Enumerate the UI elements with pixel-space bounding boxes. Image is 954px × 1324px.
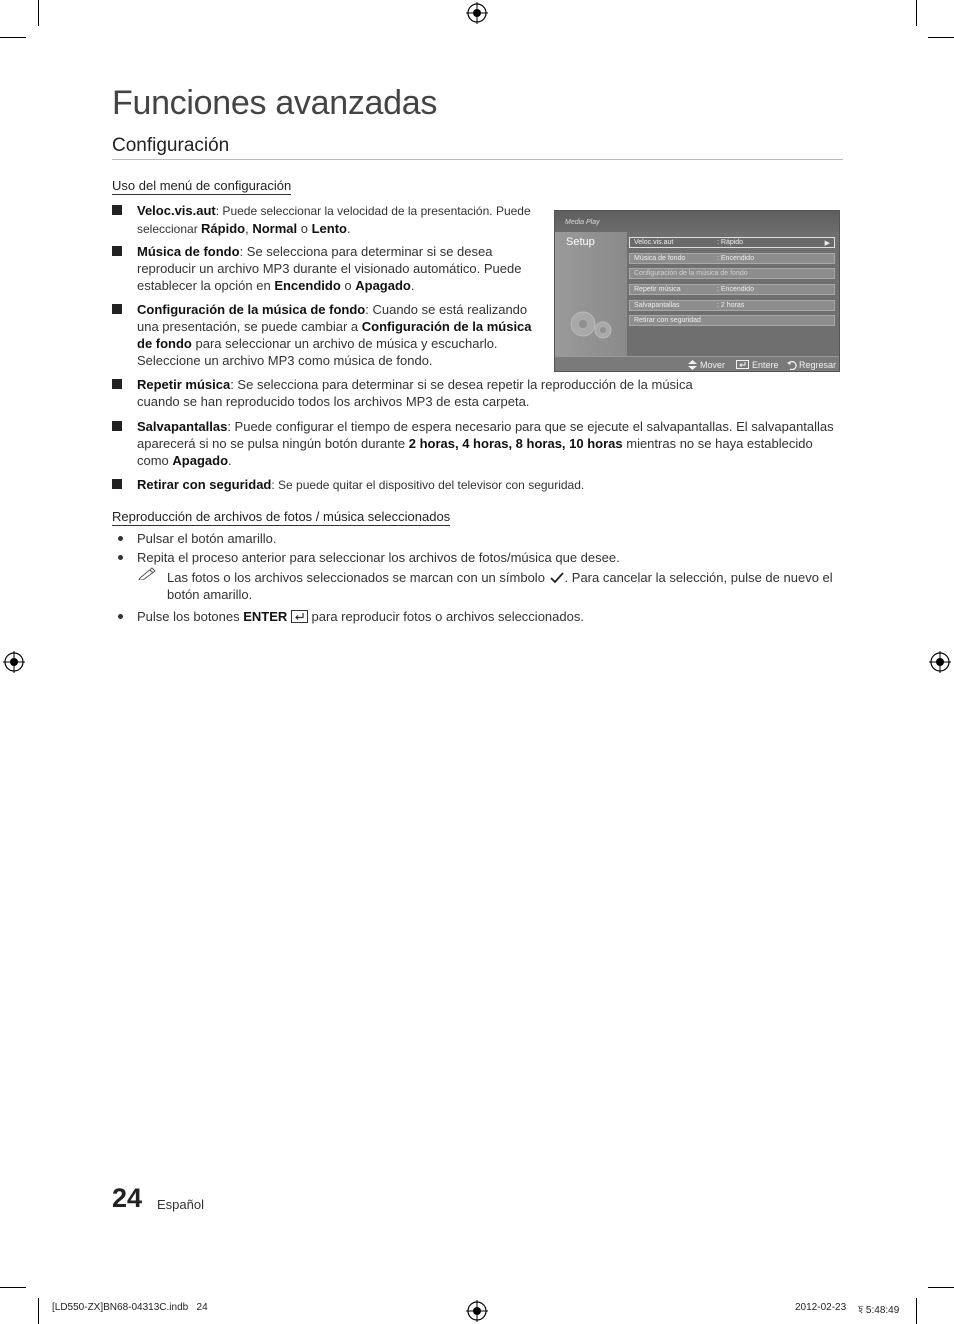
setup-item-salvapantallas: Salvapantallas: Puede configurar el tiempo de espera necesario para que se ejecute el salvapantallas. El salvapantallas aparecerá si no se pulsa ningún botón durante 2 horas, 4 horas, 8 horas, 10 horas mientras no se haya establecido como Apagado. bbox=[137, 419, 834, 468]
bullet-dot-icon bbox=[118, 555, 123, 560]
tv-menu-row: Configuración de la música de fondo bbox=[629, 268, 835, 279]
right-arrow-icon: ▶ bbox=[824, 240, 830, 247]
print-date: 2012-02-23 bbox=[795, 1302, 847, 1313]
setup-menu-heading: Uso del menú de configuración bbox=[112, 178, 292, 193]
setup-item-veloc: Veloc.vis.aut: Puede seleccionar la velocidad de la presentación. Puede seleccionar Rápido, Normal o Lento. bbox=[137, 203, 531, 236]
crop-mark bbox=[0, 1287, 26, 1288]
bullet-square-icon bbox=[112, 379, 122, 389]
registration-mark-icon bbox=[929, 651, 951, 673]
photo-step-2: Repita el proceso anterior para seleccionar los archivos de fotos/música que desee. bbox=[137, 550, 620, 565]
bullet-square-icon bbox=[112, 304, 122, 314]
crop-mark bbox=[928, 1287, 954, 1288]
tv-footer-bar bbox=[555, 356, 839, 372]
crop-mark bbox=[928, 37, 954, 38]
print-time: ꠁ 5:48:49 bbox=[858, 1305, 900, 1316]
crop-mark bbox=[38, 0, 39, 26]
photo-note: Las fotos o los archivos seleccionados se marcan con un símbolo . Para cancelar la selección, pulse de nuevo el botón amarillo. bbox=[167, 570, 833, 602]
bullet-square-icon bbox=[112, 246, 122, 256]
media-play-logo: Media Play bbox=[565, 219, 600, 226]
bullet-dot-icon bbox=[118, 536, 123, 541]
crop-mark bbox=[916, 0, 917, 26]
tv-menu-row: Veloc.vis.aut : Rápido ▶ bbox=[629, 237, 835, 248]
photo-step-3: Pulse los botones ENTER para reproducir fotos o archivos seleccionados. bbox=[137, 609, 584, 624]
section-title: Configuración bbox=[112, 135, 230, 156]
setup-item-config-musica: Configuración de la música de fondo: Cuando se está realizando una presentación, se puede cambiar a Configuración de la música de fondo para seleccionar un archivo de música y escucharlo. Seleccione un archivo MP3 como música de fondo. bbox=[137, 302, 532, 368]
bullet-square-icon bbox=[112, 479, 122, 489]
tv-menu-row: Música de fondo : Encendido bbox=[629, 253, 835, 264]
note-pencil-icon bbox=[138, 566, 158, 580]
tv-left-panel bbox=[555, 232, 627, 356]
photo-step-1: Pulsar el botón amarillo. bbox=[137, 531, 277, 546]
registration-mark-icon bbox=[466, 1300, 488, 1322]
setup-item-retirar: Retirar con seguridad: Se puede quitar el dispositivo del televisor con seguridad. bbox=[137, 477, 585, 492]
page-title: Funciones avanzadas bbox=[112, 84, 438, 122]
bullet-square-icon bbox=[112, 421, 122, 431]
return-icon bbox=[787, 360, 797, 370]
photo-section-heading: Reproducción de archivos de fotos / música seleccionados bbox=[112, 509, 451, 524]
crop-mark bbox=[0, 37, 26, 38]
tv-menu-row: Retirar con seguridad bbox=[629, 315, 835, 326]
crop-mark bbox=[916, 1298, 917, 1324]
page-number: 24 bbox=[112, 1183, 143, 1213]
gear-icon bbox=[563, 300, 615, 344]
tv-setup-screenshot bbox=[554, 210, 840, 372]
up-down-arrow-icon bbox=[688, 360, 697, 370]
tv-footer-enter: Entere bbox=[752, 360, 779, 370]
tv-top-bar bbox=[555, 211, 839, 232]
tv-footer-move: Mover bbox=[700, 360, 726, 370]
enter-icon bbox=[291, 610, 308, 623]
tv-menu-row: Salvapantallas : 2 horas bbox=[629, 300, 835, 311]
setup-item-repetir: Repetir música: Se selecciona para determinar si se desea repetir la reproducción de la música cuando se han reproducido todos los archivos MP3 de esta carpeta. bbox=[137, 377, 693, 409]
registration-mark-icon bbox=[3, 651, 25, 673]
tv-footer-return: Regresar bbox=[799, 360, 837, 370]
crop-mark bbox=[38, 1298, 39, 1324]
tv-menu-row: Repetir música : Encendido bbox=[629, 284, 835, 295]
bullet-square-icon bbox=[112, 205, 122, 215]
section-divider bbox=[112, 159, 843, 160]
tv-menu-title: Setup bbox=[566, 236, 595, 248]
setup-item-musica-fondo: Música de fondo: Se selecciona para determinar si se desea reproducir un archivo MP3 durante el visionado automático. Puede establecer la opción en Encendido o Apagado. bbox=[137, 244, 522, 293]
enter-icon bbox=[736, 360, 749, 369]
checkmark-icon bbox=[550, 572, 564, 584]
bullet-dot-icon bbox=[118, 614, 123, 619]
registration-mark-icon bbox=[466, 2, 488, 24]
file-name: [LD550-ZX]BN68-04313C.indb 24 bbox=[52, 1302, 208, 1313]
language-label: Español bbox=[157, 1197, 204, 1212]
